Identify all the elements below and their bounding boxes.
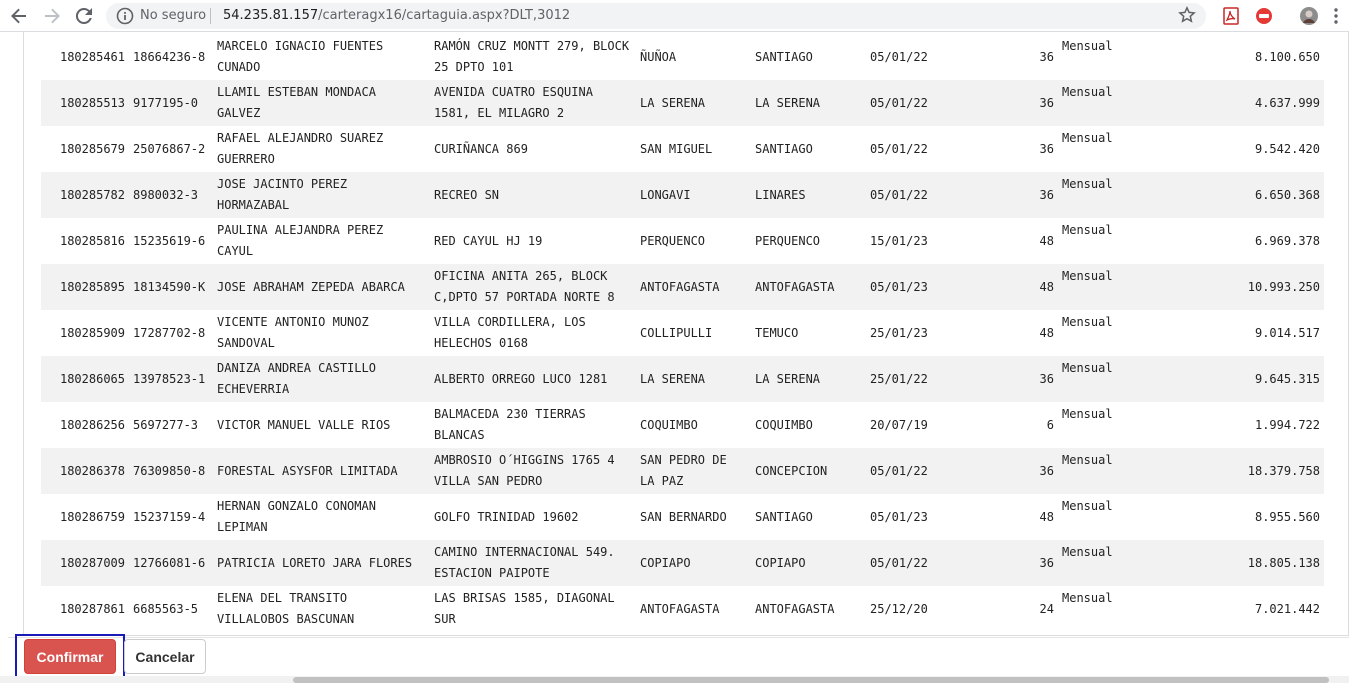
cell-date: 20/07/19 bbox=[870, 417, 928, 432]
cell-rut: 13978523-1 bbox=[133, 371, 206, 386]
cell-commune: COLLIPULLI bbox=[640, 325, 713, 340]
extension-badge-icon[interactable] bbox=[1254, 6, 1274, 26]
info-icon[interactable] bbox=[116, 7, 134, 29]
cell-commune: COQUIMBO bbox=[640, 417, 698, 432]
url-host: 54.235.81.157 bbox=[223, 8, 319, 23]
footer-divider bbox=[8, 637, 1349, 638]
cell-rut: 8980032-3 bbox=[133, 187, 199, 202]
cell-commune: ANTOFAGASTA bbox=[640, 601, 720, 616]
cell-installments: 36 bbox=[1039, 555, 1054, 570]
cell-name: JOSE JACINTO PEREZ HORMAZABAL bbox=[217, 177, 348, 212]
cell-city: COPIAPO bbox=[755, 555, 806, 570]
cell-operation-id: 180285513 bbox=[59, 95, 125, 110]
table-row bbox=[41, 448, 1324, 494]
cell-period: Mensual bbox=[1062, 407, 1113, 421]
security-label[interactable]: No seguro bbox=[140, 8, 207, 23]
cell-period: Mensual bbox=[1062, 269, 1113, 283]
cell-commune: LA SERENA bbox=[640, 371, 706, 386]
cell-amount: 9.542.420 bbox=[1254, 141, 1320, 156]
cell-period: Mensual bbox=[1062, 453, 1113, 467]
cell-amount: 8.100.650 bbox=[1254, 49, 1320, 64]
cell-city: SANTIAGO bbox=[755, 49, 813, 64]
cell-rut: 5697277-3 bbox=[133, 417, 199, 432]
cell-address: AMBROSIO O´HIGGINS 1765 4 VILLA SAN PEDRO bbox=[434, 453, 615, 488]
cell-amount: 6.969.378 bbox=[1254, 233, 1320, 248]
table-row bbox=[41, 126, 1324, 172]
cell-city: SANTIAGO bbox=[755, 141, 813, 156]
cell-commune: ANTOFAGASTA bbox=[640, 279, 720, 294]
cell-installments: 36 bbox=[1039, 141, 1054, 156]
cell-period: Mensual bbox=[1062, 361, 1113, 375]
table-row bbox=[41, 494, 1324, 540]
cell-commune: COPIAPO bbox=[640, 555, 691, 570]
cell-date: 25/12/20 bbox=[870, 601, 928, 616]
cell-date: 05/01/22 bbox=[870, 141, 928, 156]
cell-rut: 15237159-4 bbox=[133, 509, 206, 524]
cell-installments: 36 bbox=[1039, 463, 1054, 478]
cell-installments: 6 bbox=[1046, 417, 1054, 432]
table-row bbox=[41, 402, 1324, 448]
cell-name: HERNAN GONZALO CONOMAN LEPIMAN bbox=[217, 499, 376, 534]
pdf-extension-icon[interactable] bbox=[1221, 6, 1241, 26]
cell-period: Mensual bbox=[1062, 545, 1113, 559]
table-row bbox=[41, 218, 1324, 264]
cell-date: 15/01/23 bbox=[870, 233, 928, 248]
cell-operation-id: 180286065 bbox=[59, 371, 125, 386]
cell-installments: 24 bbox=[1039, 601, 1054, 616]
cancel-button[interactable]: Cancelar bbox=[124, 639, 206, 674]
cell-operation-id: 180285679 bbox=[59, 141, 125, 156]
cell-address: LAS BRISAS 1585, DIAGONAL SUR bbox=[434, 591, 615, 626]
cell-date: 05/01/22 bbox=[870, 49, 928, 64]
cell-installments: 48 bbox=[1039, 509, 1054, 524]
cell-operation-id: 180287009 bbox=[59, 555, 125, 570]
cell-city: TEMUCO bbox=[755, 325, 799, 340]
cell-address: AVENIDA CUATRO ESQUINA 1581, EL MILAGRO 2 bbox=[434, 85, 593, 120]
cell-rut: 18134590-K bbox=[133, 279, 206, 294]
cell-installments: 48 bbox=[1039, 279, 1054, 294]
cell-city: PERQUENCO bbox=[755, 233, 821, 248]
cell-date: 25/01/22 bbox=[870, 371, 928, 386]
cell-address: ALBERTO ORREGO LUCO 1281 bbox=[434, 371, 608, 386]
portfolio-table bbox=[41, 34, 1324, 632]
table-row bbox=[41, 172, 1324, 218]
profile-avatar-icon[interactable] bbox=[1299, 6, 1319, 26]
cell-rut: 25076867-2 bbox=[133, 141, 206, 156]
cell-address: RED CAYUL HJ 19 bbox=[434, 233, 543, 248]
cell-amount: 4.637.999 bbox=[1254, 95, 1320, 110]
cell-commune: SAN MIGUEL bbox=[640, 141, 713, 156]
cell-date: 25/01/23 bbox=[870, 325, 928, 340]
cell-amount: 9.014.517 bbox=[1254, 325, 1320, 340]
cell-date: 05/01/22 bbox=[870, 187, 928, 202]
cell-period: Mensual bbox=[1062, 85, 1113, 99]
table-row bbox=[41, 356, 1324, 402]
cell-amount: 8.955.560 bbox=[1254, 509, 1320, 524]
confirm-button[interactable]: Confirmar bbox=[24, 639, 116, 674]
cell-address: RAMÓN CRUZ MONTT 279, BLOCK 25 DPTO 101 bbox=[434, 39, 630, 74]
cell-commune: LA SERENA bbox=[640, 95, 706, 110]
cell-name: RAFAEL ALEJANDRO SUAREZ GUERRERO bbox=[217, 131, 384, 166]
cell-name: MARCELO IGNACIO FUENTES CUNADO bbox=[217, 39, 384, 74]
cell-operation-id: 180287861 bbox=[59, 601, 125, 616]
cell-address: CURIÑANCA 869 bbox=[434, 141, 528, 156]
cell-period: Mensual bbox=[1062, 591, 1113, 605]
cell-period: Mensual bbox=[1062, 177, 1113, 191]
address-separator bbox=[210, 8, 211, 24]
bookmark-star-icon[interactable] bbox=[1178, 6, 1196, 28]
cell-operation-id: 180285909 bbox=[59, 325, 125, 340]
cell-commune: LONGAVI bbox=[640, 187, 691, 202]
cell-address: VILLA CORDILLERA, LOS HELECHOS 0168 bbox=[434, 315, 586, 350]
url-text[interactable] bbox=[223, 8, 570, 23]
cell-name: DANIZA ANDREA CASTILLO ECHEVERRIA bbox=[217, 361, 376, 396]
cell-name: PAULINA ALEJANDRA PEREZ CAYUL bbox=[217, 223, 384, 258]
cell-address: GOLFO TRINIDAD 19602 bbox=[434, 509, 579, 524]
cell-operation-id: 180285461 bbox=[59, 49, 125, 64]
cell-amount: 18.805.138 bbox=[1247, 555, 1320, 570]
cell-installments: 36 bbox=[1039, 49, 1054, 64]
cell-date: 05/01/22 bbox=[870, 463, 928, 478]
cell-installments: 36 bbox=[1039, 371, 1054, 386]
cell-commune: PERQUENCO bbox=[640, 233, 706, 248]
cell-date: 05/01/22 bbox=[870, 555, 928, 570]
cell-rut: 76309850-8 bbox=[133, 463, 206, 478]
cell-installments: 36 bbox=[1039, 187, 1054, 202]
cell-installments: 48 bbox=[1039, 233, 1054, 248]
cell-name: JOSE ABRAHAM ZEPEDA ABARCA bbox=[217, 279, 405, 294]
cell-date: 05/01/23 bbox=[870, 279, 928, 294]
cell-amount: 7.021.442 bbox=[1254, 601, 1320, 616]
page-content bbox=[0, 32, 1349, 683]
cell-city: ANTOFAGASTA bbox=[755, 279, 835, 294]
cell-date: 05/01/23 bbox=[870, 509, 928, 524]
cell-period: Mensual bbox=[1062, 499, 1113, 513]
table-row bbox=[41, 586, 1324, 632]
cell-amount: 9.645.315 bbox=[1254, 371, 1320, 386]
cell-address: BALMACEDA 230 TIERRAS BLANCAS bbox=[434, 407, 586, 442]
cell-city: COQUIMBO bbox=[755, 417, 813, 432]
cell-operation-id: 180285895 bbox=[59, 279, 125, 294]
address-bar[interactable] bbox=[106, 3, 1206, 29]
menu-kebab-icon[interactable] bbox=[1326, 6, 1346, 26]
cell-date: 05/01/22 bbox=[870, 95, 928, 110]
cell-amount: 10.993.250 bbox=[1247, 279, 1320, 294]
cell-amount: 1.994.722 bbox=[1254, 417, 1320, 432]
cell-name: VICENTE ANTONIO MUNOZ SANDOVAL bbox=[217, 315, 369, 350]
cell-rut: 15235619-6 bbox=[133, 233, 206, 248]
cell-name: ELENA DEL TRANSITO VILLALOBOS BASCUNAN bbox=[217, 591, 355, 626]
forward-arrow-icon[interactable] bbox=[40, 4, 64, 28]
cell-address: CAMINO INTERNACIONAL 549. ESTACION PAIPOTE bbox=[434, 545, 615, 580]
cell-operation-id: 180286256 bbox=[59, 417, 125, 432]
table-row bbox=[41, 80, 1324, 126]
cell-operation-id: 180285816 bbox=[59, 233, 125, 248]
cell-operation-id: 180285782 bbox=[59, 187, 125, 202]
cell-city: LINARES bbox=[755, 187, 806, 202]
cell-rut: 17287702-8 bbox=[133, 325, 206, 340]
cell-address: OFICINA ANITA 265, BLOCK C,DPTO 57 PORTADA NORTE 8 bbox=[434, 269, 615, 304]
cell-period: Mensual bbox=[1062, 39, 1113, 53]
cell-city: ANTOFAGASTA bbox=[755, 601, 835, 616]
cell-rut: 12766081-6 bbox=[133, 555, 206, 570]
table-row bbox=[41, 34, 1324, 80]
cell-name: FORESTAL ASYSFOR LIMITADA bbox=[217, 463, 398, 478]
table-row bbox=[41, 540, 1324, 586]
cell-city: CONCEPCION bbox=[755, 463, 828, 478]
cell-name: LLAMIL ESTEBAN MONDACA GALVEZ bbox=[217, 85, 376, 120]
cell-rut: 6685563-5 bbox=[133, 601, 199, 616]
cell-city: LA SERENA bbox=[755, 371, 821, 386]
cell-period: Mensual bbox=[1062, 223, 1113, 237]
browser-toolbar bbox=[0, 0, 1349, 32]
url-path: /carteragx16/cartaguia.aspx?DLT,3012 bbox=[318, 8, 571, 23]
table-row bbox=[41, 264, 1324, 310]
back-arrow-icon[interactable] bbox=[7, 4, 31, 28]
cell-commune: SAN BERNARDO bbox=[640, 509, 727, 524]
cell-name: VICTOR MANUEL VALLE RIOS bbox=[217, 417, 391, 432]
cell-installments: 48 bbox=[1039, 325, 1054, 340]
reload-icon[interactable] bbox=[72, 4, 96, 28]
cell-rut: 18664236-8 bbox=[133, 49, 206, 64]
cell-period: Mensual bbox=[1062, 315, 1113, 329]
cell-rut: 9177195-0 bbox=[133, 95, 199, 110]
cell-operation-id: 180286378 bbox=[59, 463, 125, 478]
cell-city: SANTIAGO bbox=[755, 509, 813, 524]
cell-commune: ÑUÑOA bbox=[640, 49, 677, 64]
cell-period: Mensual bbox=[1062, 131, 1113, 145]
cell-city: LA SERENA bbox=[755, 95, 821, 110]
cell-amount: 6.650.368 bbox=[1254, 187, 1320, 202]
table-row bbox=[41, 310, 1324, 356]
cell-amount: 18.379.758 bbox=[1247, 463, 1320, 478]
cell-installments: 36 bbox=[1039, 95, 1054, 110]
cell-name: PATRICIA LORETO JARA FLORES bbox=[217, 555, 413, 570]
horizontal-scrollbar-thumb[interactable] bbox=[293, 677, 1329, 683]
cell-address: RECREO SN bbox=[434, 187, 500, 202]
cell-commune: SAN PEDRO DE LA PAZ bbox=[640, 453, 727, 488]
cell-operation-id: 180286759 bbox=[59, 509, 125, 524]
